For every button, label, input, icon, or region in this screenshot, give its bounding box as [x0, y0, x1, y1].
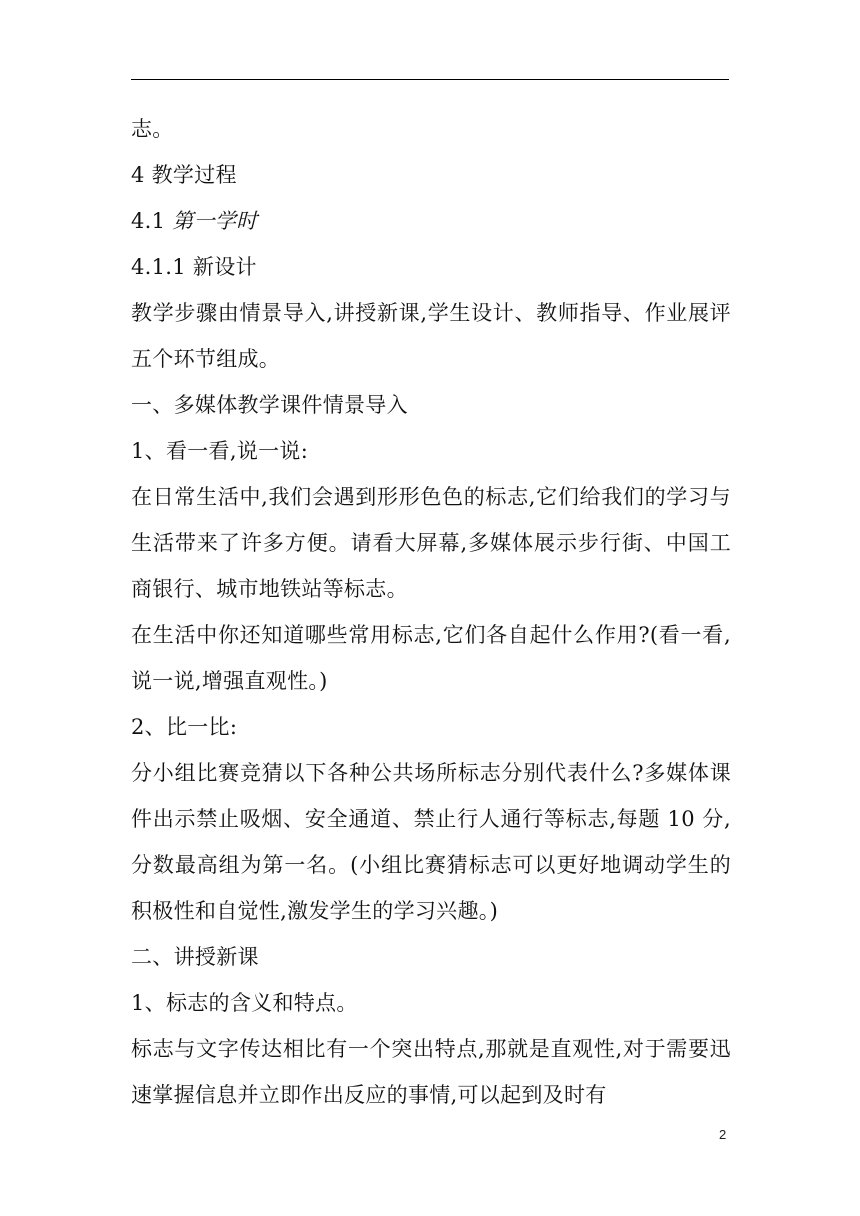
heading-sign-meaning: 1、标志的含义和特点。	[131, 991, 358, 1015]
subsection-number: 4.1	[131, 209, 173, 233]
paragraph-sign-features: 标志与文字传达相比有一个突出特点,那就是直观性,对于需要迅速掌握信息并立即作出反应的事情,可以起到及时有	[131, 1037, 731, 1107]
heading-compare: 2、比一比:	[131, 715, 238, 739]
heading-look-and-say: 1、看一看,说一说:	[131, 439, 309, 463]
paragraph-common-signs-question: 在生活中你还知道哪些常用标志,它们各自起什么作用?(看一看,说一说,增强直观性。)	[131, 623, 731, 693]
page-number: 2	[719, 1127, 727, 1142]
paragraph-continuation: 志。	[131, 117, 174, 141]
body-text	[131, 106, 731, 1118]
heading-new-lesson: 二、讲授新课	[131, 945, 259, 969]
heading-multimedia-intro: 一、多媒体教学课件情景导入	[131, 393, 408, 417]
paragraph-daily-life-signs: 在日常生活中,我们会遇到形形色色的标志,它们给我们的学习与生活带来了许多方便。请看大屏幕,多媒体展示步行街、中国工商银行、城市地铁站等标志。	[131, 485, 731, 601]
subsection-heading-new-design: 4.1.1 新设计	[131, 255, 257, 279]
subsection-title: 第一学时	[172, 209, 258, 233]
paragraph-teaching-steps: 教学步骤由情景导入,讲授新课,学生设计、教师指导、作业展评五个环节组成。	[131, 301, 731, 371]
header-rule	[131, 79, 729, 80]
paragraph-group-competition: 分小组比赛竞猜以下各种公共场所标志分别代表什么?多媒体课件出示禁止吸烟、安全通道、禁止行人通行等标志,每题 10 分,分数最高组为第一名。(小组比赛猜标志可以更好地调动学生的积极性和自觉性,激发学生的学习兴趣。)	[131, 761, 731, 923]
subsection-heading-first-period	[131, 198, 731, 244]
section-heading-teaching-process: 4 教学过程	[131, 163, 237, 187]
